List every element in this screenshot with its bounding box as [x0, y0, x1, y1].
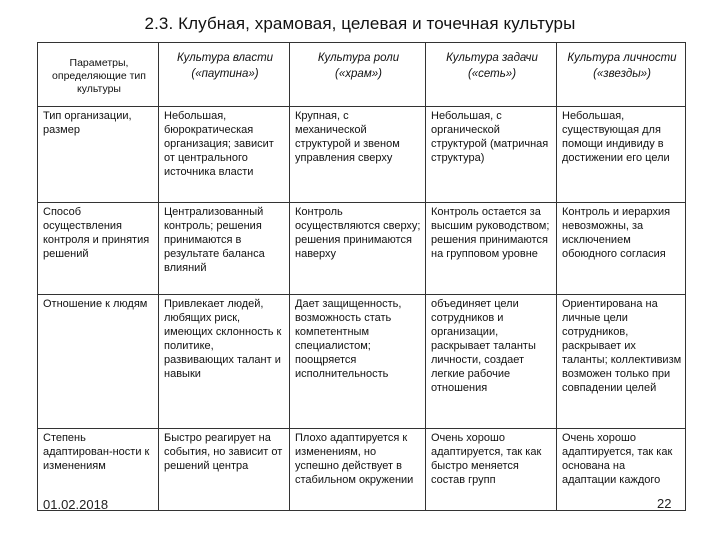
- table-row: [38, 429, 686, 511]
- table-cell: Ориентирована на личные цели сотрудников, раскрывает их таланты; коллективизм возможен только при совпадении целей: [557, 295, 686, 429]
- table-cell: Централизованный контроль; решения принимаются в результате баланса влияний: [159, 203, 290, 295]
- table-cell: Привлекает людей, любящих риск, имеющих склонность к политике, развивающих талант и навыки: [159, 295, 290, 429]
- table-cell: Дает защищенность, возможность стать компетентным специалистом; поощряется исполнительность: [290, 295, 426, 429]
- header-role-culture: Культура роли («храм»): [290, 43, 426, 107]
- header-person-culture: Культура личности («звезды»): [557, 43, 686, 107]
- table-cell: Плохо адаптируется к изменениям, но успешно действует в стабильном окружении: [290, 429, 426, 511]
- table-cell: Очень хорошо адаптируется, так как быстро меняется состав групп: [426, 429, 557, 511]
- footer-date: 01.02.2018: [43, 497, 109, 512]
- row-label-control: Способ осуществления контроля и принятия решений: [38, 203, 159, 295]
- page-number: 22: [657, 496, 672, 511]
- table-header-row: [38, 43, 686, 107]
- page-title: 2.3. Клубная, храмовая, целевая и точечная культуры: [144, 14, 576, 33]
- row-label-adaptability: Степень адаптирован-ности к изменениям: [38, 429, 159, 511]
- table-cell: Контроль остается за высшим руководством; решения принимаются на групповом уровне: [426, 203, 557, 295]
- table-row: [38, 203, 686, 295]
- table-row: [38, 107, 686, 203]
- table-cell: объединяет цели сотрудников и организации, раскрывает таланты личности, создает легкие рабочие отношения: [426, 295, 557, 429]
- header-task-culture: Культура задачи («сеть»): [426, 43, 557, 107]
- row-label-org-type: Тип организации, размер: [38, 107, 159, 203]
- table-cell: Небольшая, бюрократическая организация; зависит от центрального источника власти: [159, 107, 290, 203]
- table-cell: Небольшая, с органической структурой (матричная структура): [426, 107, 557, 203]
- table-cell: Крупная, с механической структурой и звеном управления сверху: [290, 107, 426, 203]
- header-power-culture: Культура власти («паутина»): [159, 43, 290, 107]
- table-cell: Контроль осуществляются сверху; решения принимаются наверху: [290, 203, 426, 295]
- culture-comparison-table: [37, 42, 686, 511]
- table-cell: Быстро реагирует на события, но зависит от решений центра: [159, 429, 290, 511]
- table-cell: Небольшая, существующая для помощи индивиду в достижении его цели: [557, 107, 686, 203]
- table-cell: Контроль и иерархия невозможны, за исключением обоюдного согласия: [557, 203, 686, 295]
- row-label-people: Отношение к людям: [38, 295, 159, 429]
- table-cell: Очень хорошо адаптируется, так как основана на адаптации каждого: [557, 429, 686, 511]
- table-row: [38, 295, 686, 429]
- header-parameters: Параметры, определяющие тип культуры: [38, 43, 159, 107]
